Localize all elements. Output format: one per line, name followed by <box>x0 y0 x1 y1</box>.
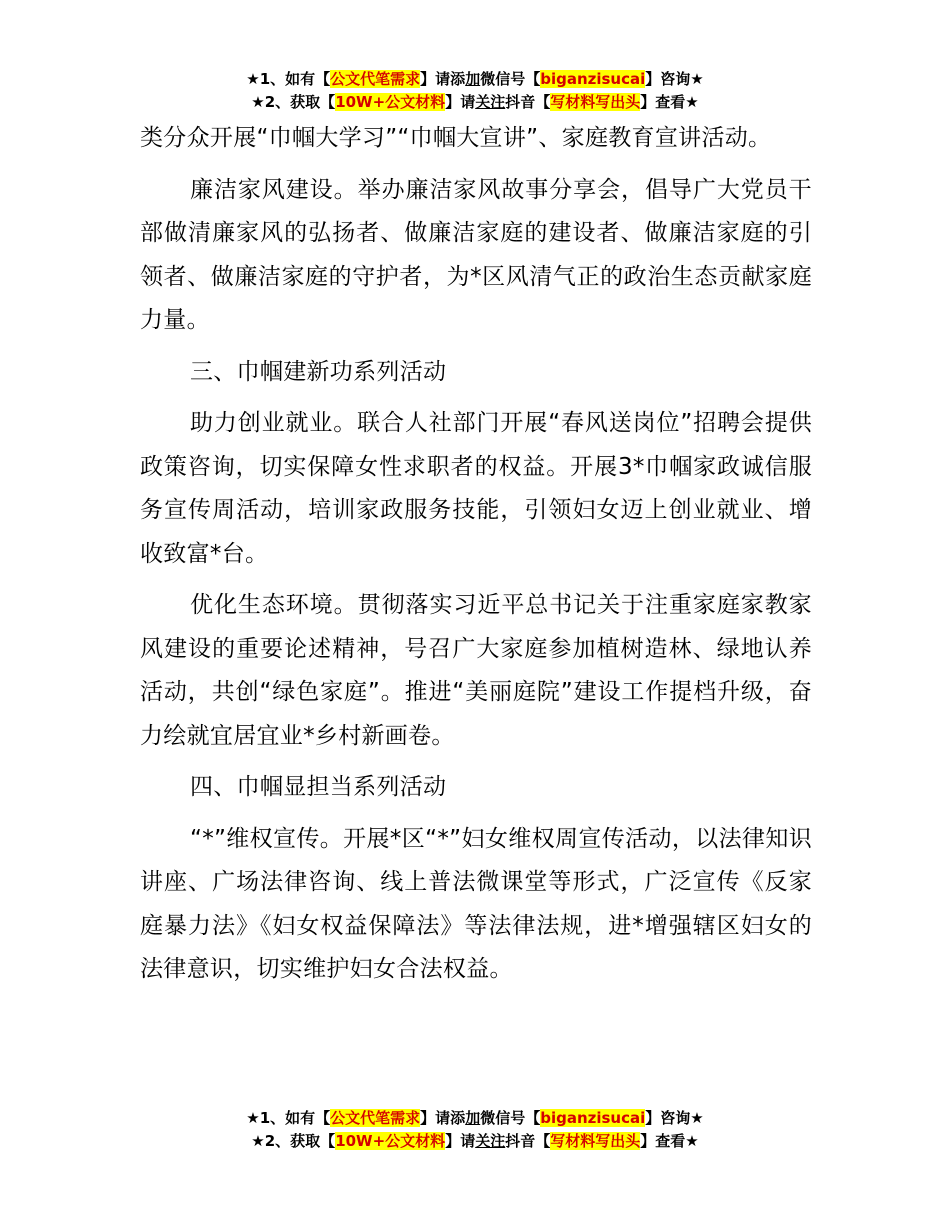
banner-text: 】咨询★ <box>645 70 704 88</box>
banner-highlight-wechat: biganzisucai <box>540 1109 646 1127</box>
header-banner <box>0 68 950 114</box>
banner-text: 】查看★ <box>640 1132 699 1150</box>
banner-text: ★1、如有【 <box>246 70 331 88</box>
section-heading: 三、巾帼建新功系列活动 <box>190 358 447 385</box>
banner-text: 微信号【 <box>480 1109 541 1127</box>
paragraph: 助力创业就业。联合人社部门开展“春风送岗位”招聘会提供政策咨询，切实保障女性求职者的权益。开展3*巾帼家政诚信服务宣传周活动，培训家政服务技能，引领妇女迈上创业就业、增收致富*台。 <box>140 410 812 567</box>
banner-text: 抖音【 <box>505 1132 551 1150</box>
banner-text: 】请 <box>445 93 476 111</box>
banner-text: ★1、如有【 <box>246 1109 331 1127</box>
banner-line-2 <box>0 1130 950 1153</box>
banner-text: 】查看★ <box>640 93 699 111</box>
banner-line-1 <box>0 1107 950 1130</box>
paragraph: 廉洁家风建设。举办廉洁家风故事分享会，倡导广大党员干部做清廉家风的弘扬者、做廉洁家庭的建设者、做廉洁家庭的引领者、做廉洁家庭的守护者，为*区风清气正的政治生态贡献家庭力量。 <box>140 176 812 333</box>
banner-text: ★2、获取【 <box>251 1132 336 1150</box>
banner-text: 】请添 <box>420 1109 466 1127</box>
document-body <box>140 117 812 1000</box>
banner-highlight-service: 公文代笔需求 <box>330 70 421 88</box>
banner-text: 】咨询★ <box>645 1109 704 1127</box>
banner-highlight-materials: 10W+公文材料 <box>335 93 446 111</box>
banner-text: 】请 <box>445 1132 476 1150</box>
banner-highlight-douyin: 写材料写出头 <box>550 1132 641 1150</box>
banner-highlight-materials: 10W+公文材料 <box>335 1132 446 1150</box>
paragraph: 类分众开展“巾帼大学习”“巾帼大宣讲”、家庭教育宣讲活动。 <box>140 125 772 151</box>
section-heading: 四、巾帼显担当系列活动 <box>190 774 447 800</box>
banner-line-1 <box>0 68 950 91</box>
banner-text: 微信号【 <box>480 70 541 88</box>
banner-text: 抖音【 <box>505 93 551 111</box>
footer-banner <box>0 1107 950 1153</box>
banner-text: 加 <box>465 70 481 88</box>
banner-text: 加 <box>465 1109 481 1127</box>
paragraph: 优化生态环境。贯彻落实习近平总书记关于注重家庭家教家风建设的重要论述精神，号召广大家庭参加植树造林、绿地认养活动，共创“绿色家庭”。推进“美丽庭院”建设工作提档升级，奋力绘就宜居宜业*乡村新画卷。 <box>140 592 812 749</box>
banner-line-2 <box>0 91 950 114</box>
banner-text: 关注 <box>475 93 506 111</box>
banner-text: ★2、获取【 <box>251 93 336 111</box>
banner-highlight-douyin: 写材料写出头 <box>550 93 641 111</box>
banner-text: 关注 <box>475 1132 506 1150</box>
banner-highlight-wechat: biganzisucai <box>540 70 646 88</box>
banner-highlight-service: 公文代笔需求 <box>330 1109 421 1127</box>
banner-text: 】请添 <box>420 70 466 88</box>
paragraph: “*”维权宣传。开展*区“*”妇女维权周宣传活动，以法律知识讲座、广场法律咨询、线上普法微课堂等形式，广泛宣传《反家庭暴力法》《妇女权益保障法》等法律法规，进*增强辖区妇女的法律意识，切实维护妇女合法权益。 <box>140 825 812 982</box>
